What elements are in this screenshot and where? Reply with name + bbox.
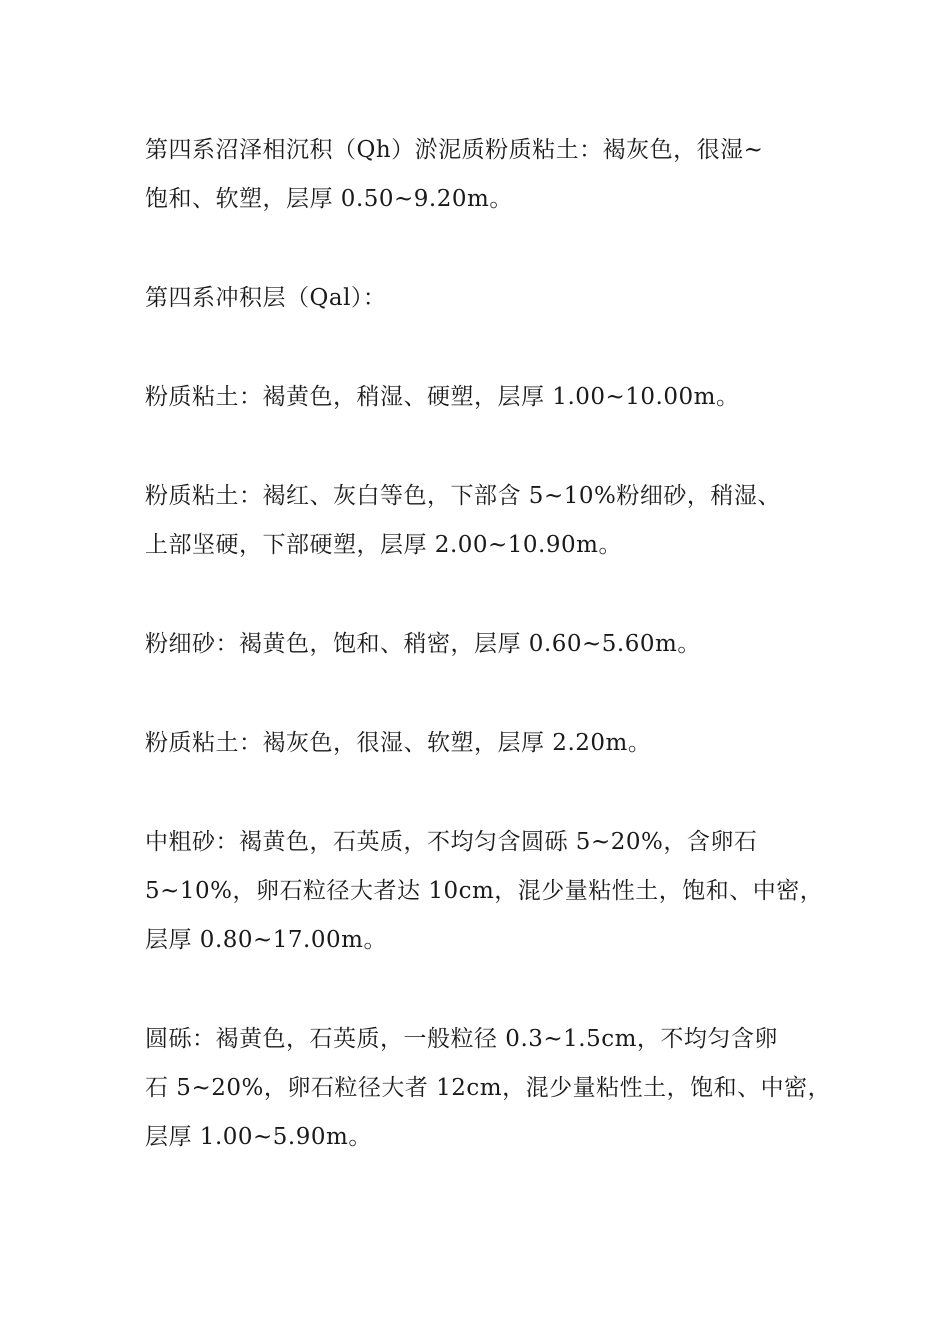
paragraph-line: 粉质粘土：褐黄色，稍湿、硬塑，层厚 1.00~10.00m。 <box>145 384 740 410</box>
paragraph-line: 石 5~20%，卵石粒径大者 12cm，混少量粘性土，饱和、中密， <box>145 1075 832 1101</box>
paragraph-line: 中粗砂：褐黄色，石英质，不均匀含圆砾 5~20%，含卵石 <box>145 829 758 855</box>
paragraph-line: 第四系沼泽相沉积（Qh）淤泥质粉质粘土：褐灰色，很湿~ <box>145 137 764 163</box>
paragraph-line: 层厚 1.00~5.90m。 <box>145 1124 372 1150</box>
paragraph-line: 粉质粘土：褐灰色，很湿、软塑，层厚 2.20m。 <box>145 730 652 756</box>
paragraph-silty-clay-red <box>145 472 835 570</box>
paragraph-line: 圆砾：褐黄色，石英质，一般粒径 0.3~1.5cm，不均匀含卵 <box>145 1026 778 1052</box>
paragraph-line: 饱和、软塑，层厚 0.50~9.20m。 <box>145 186 513 212</box>
document-body <box>145 126 835 1212</box>
paragraph-line: 粉质粘土：褐红、灰白等色，下部含 5~10%粉细砂，稍湿、 <box>145 483 781 509</box>
paragraph-line: 上部坚硬，下部硬塑，层厚 2.00~10.90m。 <box>145 532 622 558</box>
paragraph-line: 粉细砂：褐黄色，饱和、稍密，层厚 0.60~5.60m。 <box>145 631 701 657</box>
paragraph-marsh-deposit <box>145 126 835 224</box>
paragraph-medium-coarse-sand <box>145 818 835 965</box>
paragraph-silty-fine-sand <box>145 620 835 669</box>
paragraph-line: 层厚 0.80~17.00m。 <box>145 927 387 953</box>
paragraph-silty-clay-grey <box>145 719 835 768</box>
paragraph-alluvial-heading <box>145 274 835 323</box>
paragraph-line: 第四系冲积层（Qal）： <box>145 285 387 311</box>
paragraph-round-gravel <box>145 1015 835 1162</box>
paragraph-line: 5~10%，卵石粒径大者达 10cm，混少量粘性土，饱和、中密， <box>145 878 824 904</box>
paragraph-silty-clay-yellow <box>145 373 835 422</box>
